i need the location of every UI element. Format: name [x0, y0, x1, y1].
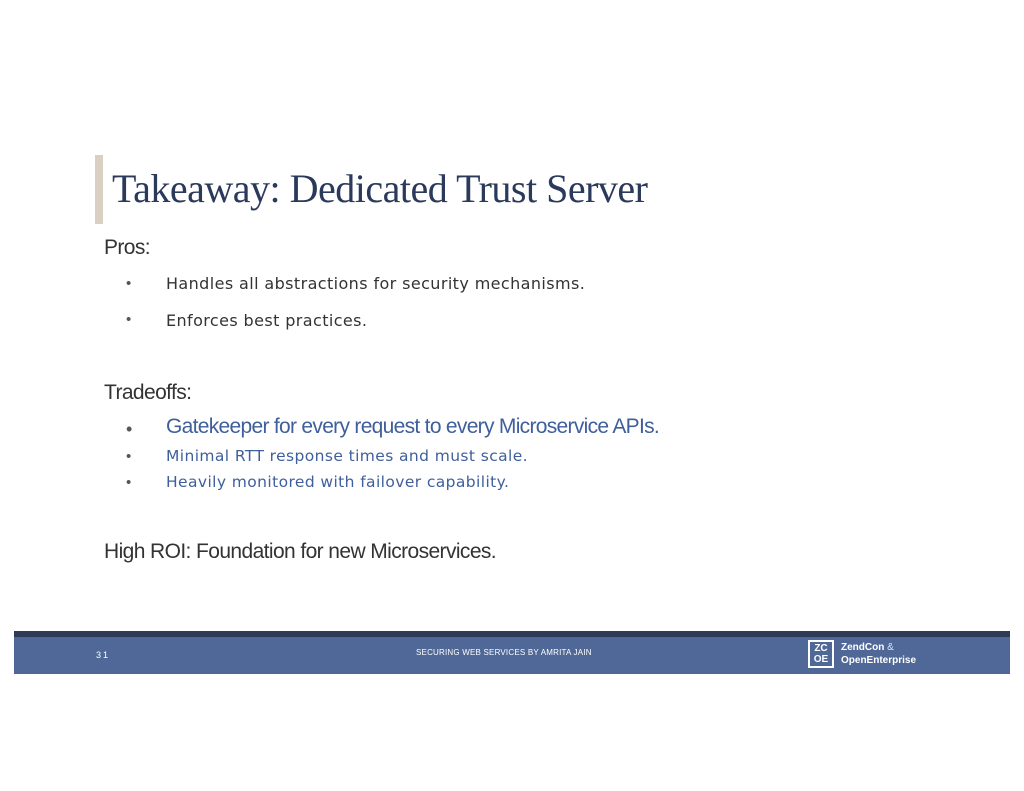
logo-ampersand: &: [887, 642, 894, 653]
tradeoffs-heading: Tradeoffs:: [104, 381, 192, 404]
zcoe-logo-icon: ZC OE: [808, 640, 834, 668]
logo-zendcon-text: ZendCon: [841, 642, 885, 653]
bullet-icon: •: [126, 448, 132, 465]
bullet-icon: •: [126, 474, 132, 491]
pros-heading: Pros:: [104, 236, 151, 259]
footer-caption: SECURING WEB SERVICES BY AMRITA JAIN: [416, 648, 592, 657]
bullet-icon: •: [126, 419, 133, 439]
title-accent-bar: [95, 155, 103, 224]
tradeoffs-item-1: Gatekeeper for every request to every Microservice APIs.: [166, 415, 660, 438]
logo-openenterprise-text: OpenEnterprise: [841, 655, 917, 666]
tradeoffs-item-3: Heavily monitored with failover capability.: [166, 473, 510, 491]
slide-title: Takeaway: Dedicated Trust Server: [112, 166, 648, 211]
pros-item-2: Enforces best practices.: [166, 311, 368, 330]
zendcon-logo: [808, 638, 938, 670]
bullet-icon: •: [126, 311, 132, 328]
page-number: 31: [96, 650, 111, 660]
conclusion-text: High ROI: Foundation for new Microservices.: [104, 540, 497, 563]
bullet-icon: •: [126, 275, 132, 292]
tradeoffs-item-2: Minimal RTT response times and must scale.: [166, 447, 528, 465]
pros-item-1: Handles all abstractions for security mechanisms.: [166, 274, 586, 293]
logo-line-1: [841, 642, 894, 653]
